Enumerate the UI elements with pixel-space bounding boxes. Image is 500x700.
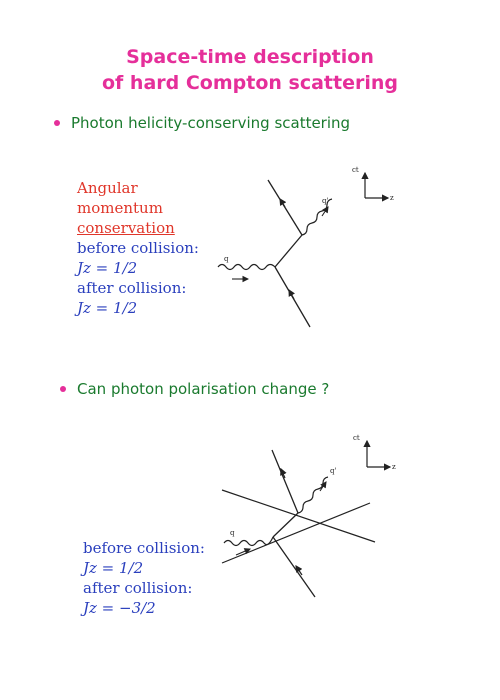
spacetime-axes-icon [365,173,388,198]
spacetime-axes-icon [367,441,390,467]
outgoing-quark-line [272,450,298,513]
feynman-diagram-2 [210,425,410,610]
title-line-1: Space-time description [126,46,374,68]
feynman-diagram-1 [210,155,410,340]
note-before-value: Jz = 1/2 [77,259,138,277]
arrow-icon [322,207,328,216]
note-angular: Angular [77,179,138,197]
outgoing-photon-wavy-line [298,477,328,513]
note-before-label: before collision: [83,539,205,557]
bullet-dot-icon [60,386,66,392]
notes-block-2 [83,538,205,618]
bullet-item-2 [60,380,329,398]
notes-block-1 [77,178,199,318]
ct-axis-label: ct [353,434,360,442]
note-after-label: after collision: [77,279,187,297]
incoming-quark-line [273,537,315,597]
incoming-photon-wavy-line [224,537,273,546]
note-conservation: conservation [77,219,175,237]
outgoing-quark-line [268,180,302,235]
bullet-dot-icon [54,120,60,126]
z-axis-label: z [390,194,394,202]
q-label: q [230,529,235,537]
note-after-value: Jz = 1/2 [77,299,138,317]
note-momentum: momentum [77,199,163,217]
title-line-2: of hard Compton scattering [102,72,398,94]
q-label: q [224,255,229,263]
exchange-line [222,490,375,542]
bullet-text-1: Photon helicity-conserving scattering [71,114,351,132]
q-prime-label: q' [330,467,337,475]
incoming-photon-wavy-line [218,265,275,270]
bullet-text-2: Can photon polarisation change ? [77,380,330,398]
bullet-item-1 [54,114,350,132]
note-after-label: after collision: [83,579,193,597]
q-prime-label: q' [322,197,329,205]
note-before-label: before collision: [77,239,199,257]
z-axis-label: z [392,463,396,471]
ct-axis-label: ct [352,166,359,174]
arrow-icon [280,199,285,207]
page-title [0,44,500,96]
arrow-icon [289,290,294,299]
note-after-value: Jz = −3/2 [83,599,156,617]
note-before-value: Jz = 1/2 [83,559,144,577]
